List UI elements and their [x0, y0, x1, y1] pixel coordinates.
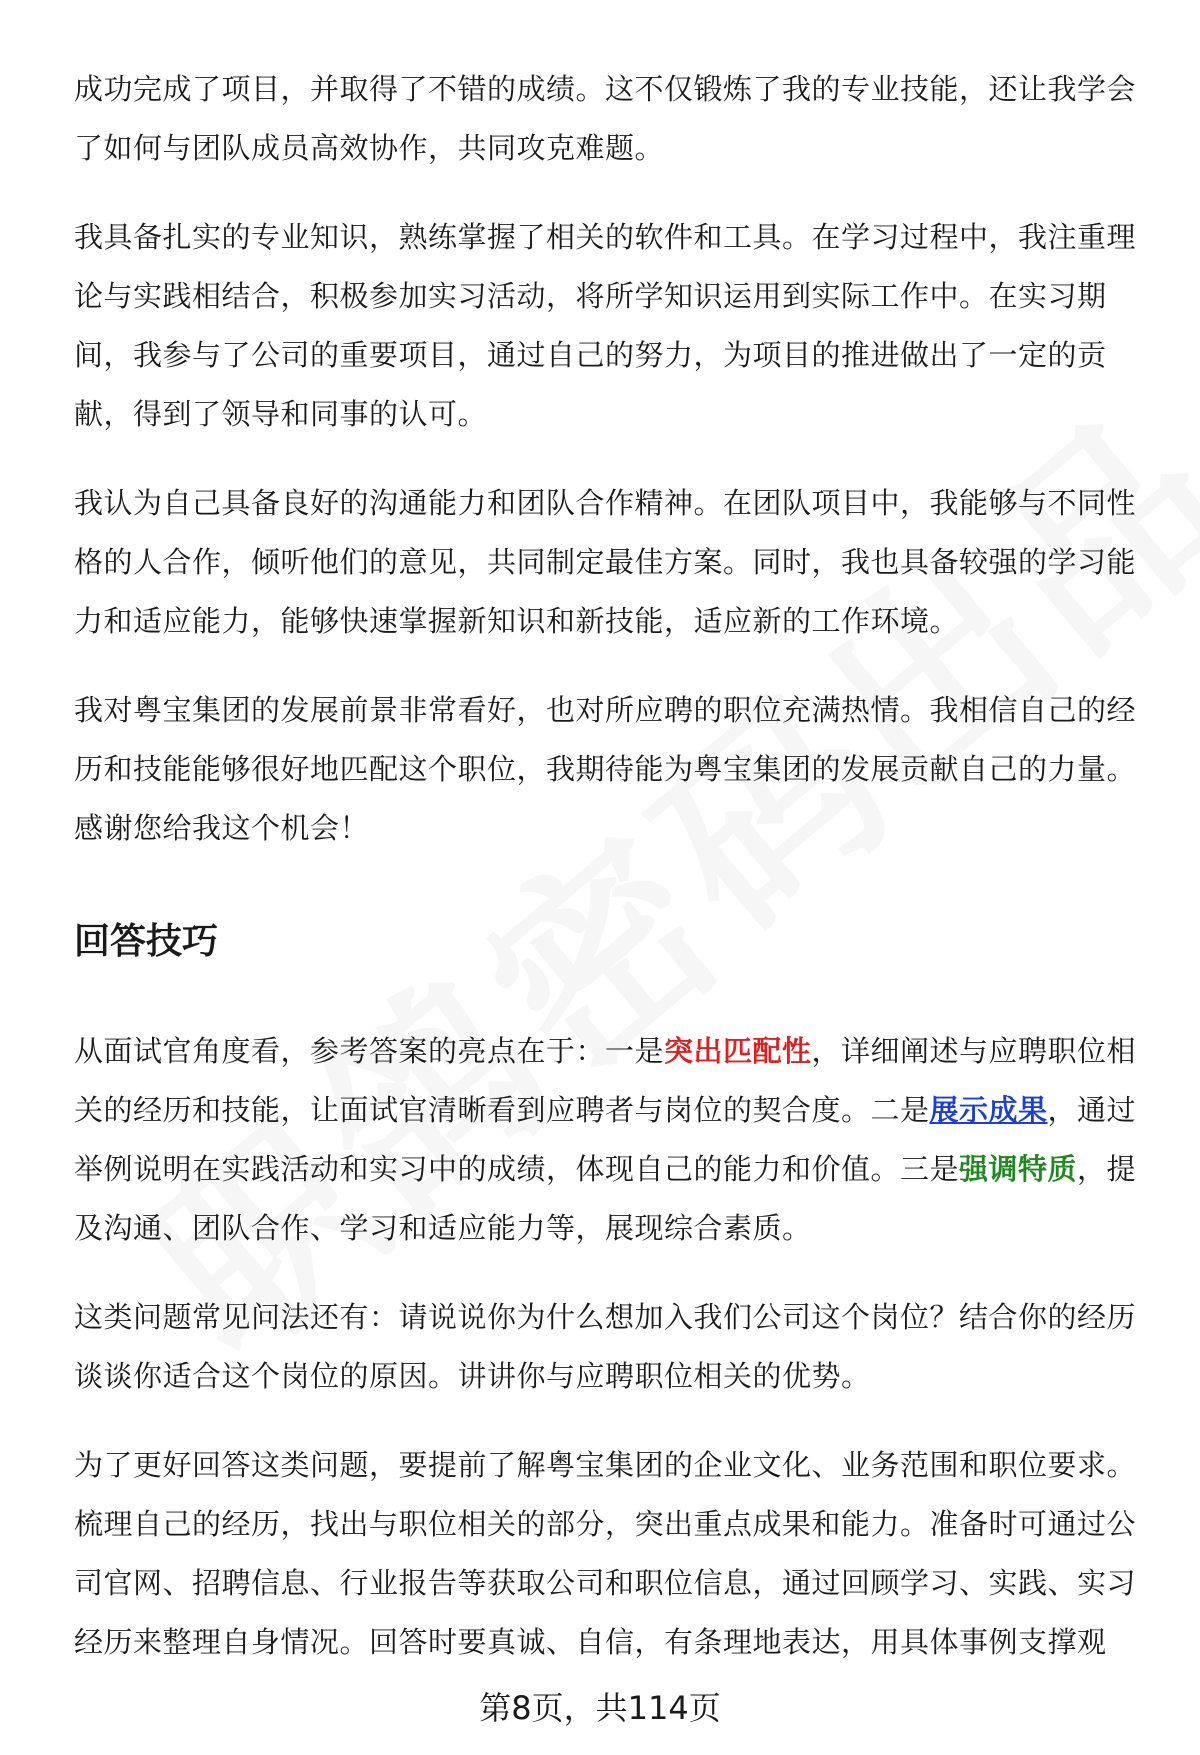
- tips-text-a: 从面试官角度看，参考答案的亮点在于：一是: [74, 1034, 665, 1068]
- tips-paragraph-3: 为了更好回答这类问题，要提前了解粤宝集团的企业文化、业务范围和职位要求。梳理自己的经历，找出与职位相关的部分，突出重点成果和能力。准备时可通过公司官网、招聘信息、行业报告等获取公司和职位信息，通过回顾学习、实践、实习经历来整理自身情况。回答时要真诚、自信，有条理地表达，用具体事例支撑观: [74, 1448, 1137, 1659]
- tips-text-c: ，通过举例说明在实践活动和实习中的成绩，体现自己的能力和价值。三是: [74, 1093, 1137, 1186]
- highlight-match: 突出匹配性: [664, 1034, 812, 1068]
- tips-text-b: ，详细阐述与应聘职位相关的经历和技能，让面试官清晰看到应聘者与岗位的契合度。二是: [74, 1034, 1137, 1127]
- tips-paragraph-2: 这类问题常见问法还有：请说说你为什么想加入我们公司这个岗位？结合你的经历谈谈你适合这个岗位的原因。讲讲你与应聘职位相关的优势。: [74, 1300, 1137, 1393]
- highlight-results: 展示成果: [929, 1093, 1048, 1127]
- tips-text-d: ，提及沟通、团队合作、学习和适应能力等，展现综合素质。: [74, 1152, 1137, 1245]
- section-heading: 回答技巧: [74, 921, 219, 962]
- page-number: 第8页，共114页: [479, 1689, 721, 1727]
- document-page: [74, 60, 1144, 1702]
- tips-paragraph-1: [74, 1022, 1144, 1258]
- body-paragraph-3: 我认为自己具备良好的沟通能力和团队合作精神。在团队项目中，我能够与不同性格的人合作，倾听他们的意见，共同制定最佳方案。同时，我也具备较强的学习能力和适应能力，能够快速掌握新知识和新技能，适应新的工作环境。: [74, 486, 1137, 638]
- highlight-traits: 强调特质: [959, 1152, 1078, 1186]
- body-paragraph-2: 我具备扎实的专业知识，熟练掌握了相关的软件和工具。在学习过程中，我注重理论与实践相结合，积极参加实习活动，将所学知识运用到实际工作中。在实习期间，我参与了公司的重要项目，通过自己的努力，为项目的推进做出了一定的贡献，得到了领导和同事的认可。: [74, 220, 1137, 431]
- body-paragraph-1: 成功完成了项目，并取得了不错的成绩。这不仅锻炼了我的专业技能，还让我学会了如何与团队成员高效协作，共同攻克难题。: [74, 72, 1137, 165]
- body-paragraph-4: 我对粤宝集团的发展前景非常看好，也对所应聘的职位充满热情。我相信自己的经历和技能能够很好地匹配这个职位，我期待能为粤宝集团的发展贡献自己的力量。感谢您给我这个机会！: [74, 693, 1137, 845]
